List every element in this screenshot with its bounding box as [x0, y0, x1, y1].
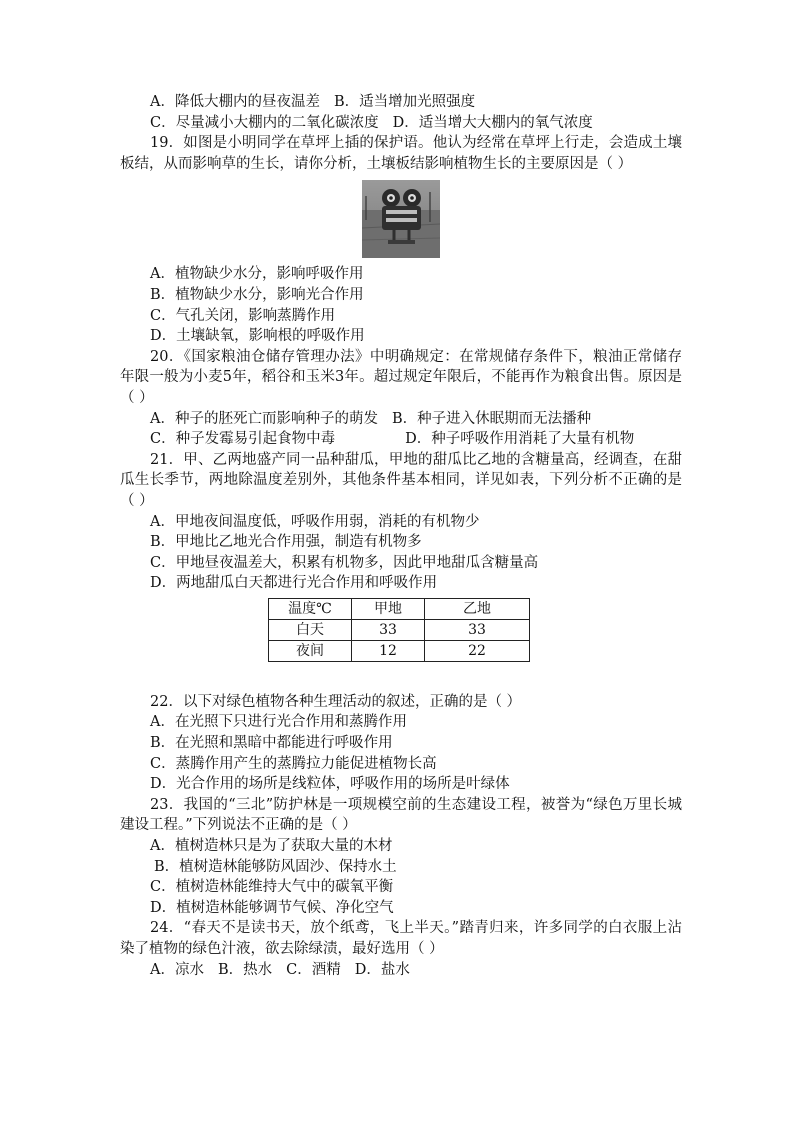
q24-option-d: D．盐水: [354, 961, 410, 978]
q18-option-a: A．降低大棚内的昼夜温差: [150, 94, 320, 110]
table-row: [269, 640, 530, 661]
q24-stem: 24．“春天不是读书天，放个纸鸢，飞上半天。”踏青归来，许多同学的白衣服上沾染了植物的绿色汁液，欲去除绿渍，最好选用（ ）: [120, 920, 682, 957]
q19-option-b: B．植物缺少水分，影响光合作用: [150, 286, 364, 303]
q18-option-b: B．适当增加光照强度: [333, 94, 476, 110]
q20-option-d: D．种子呼吸作用消耗了大量有机物: [405, 431, 635, 448]
q24-option-c: C．酒精: [286, 961, 341, 978]
table-cell: 33: [425, 619, 530, 640]
q20-option-a: A．种子的胚死亡而影响种子的萌发: [150, 410, 378, 427]
table-header-cell: 乙地: [425, 598, 530, 619]
q21-option-b: B．甲地比乙地光合作用强，制造有机物多: [150, 534, 422, 551]
q18-option-row-1: [120, 92, 682, 113]
q20-option-row-2: [120, 429, 682, 450]
q18-option-c: C．尽量减小大棚内的二氧化碳浓度: [150, 114, 379, 131]
temperature-table: [268, 598, 530, 662]
q23-options: [120, 836, 682, 918]
q23-option-d: D．植树造林能够调节气候、净化空气: [150, 899, 394, 916]
table-header-cell: 甲地: [352, 598, 425, 619]
q21-option-a: A．甲地夜间温度低，呼吸作用弱，消耗的有机物少: [150, 513, 480, 530]
q22-options: [120, 712, 682, 794]
q18-option-row-2: [120, 113, 682, 134]
table-cell: 12: [352, 640, 425, 661]
q24-option-a: A．凉水: [150, 961, 204, 978]
q18-option-d: D．适当增大大棚内的氧气浓度: [392, 114, 593, 131]
q19-options: [120, 264, 682, 346]
q20-stem: 20．《国家粮油仓储存管理办法》中明确规定：在常规储存条件下，粮油正常储存年限一般为小麦5年，稻谷和玉米3年。超过规定年限后，不能再作为粮食出售。原因是（ ）: [120, 348, 682, 406]
q22-option-d: D．光合作用的场所是线粒体，呼吸作用的场所是叶绿体: [150, 776, 510, 793]
q24-option-row: [120, 960, 682, 981]
table-cell: 白天: [269, 619, 352, 640]
q21-option-d: D．两地甜瓜白天都进行光合作用和呼吸作用: [150, 575, 438, 592]
q23-stem: 23．我国的“三北”防护林是一项规模空前的生态建设工程，被誉为“绿色万里长城建设工程。”下列说法不正确的是（ ）: [120, 796, 682, 834]
q23-option-a: A．植树造林只是为了获取大量的木材: [150, 838, 393, 855]
table-header-row: [269, 598, 530, 619]
q20-option-c: C．种子发霉易引起食物中毒: [150, 431, 336, 448]
q22-option-b: B．在光照和黑暗中都能进行呼吸作用: [150, 735, 393, 752]
q22-option-c: C．蒸腾作用产生的蒸腾拉力能促进植物长高: [150, 755, 437, 772]
q24-option-b: B．热水: [217, 961, 273, 978]
table-cell: 22: [425, 640, 530, 661]
table-row: [269, 619, 530, 640]
lawn-sign-photo: [362, 180, 440, 258]
q21-options: [120, 512, 682, 594]
q21-stem: 21．甲、乙两地盛产同一品种甜瓜，甲地的甜瓜比乙地的含糖量高，经调查，在甜瓜生长季节，两地除温度差别外，其他条件基本相同，详见如表，下列分析不正确的是（ ）: [120, 451, 682, 509]
table-header-cell: 温度℃: [269, 598, 352, 619]
q20-option-row-1: [120, 409, 682, 430]
q19-stem: 19．如图是小明同学在草坪上插的保护语。他认为经常在草坪上行走，会造成土壤板结，从而影响草的生长，请你分析，土壤板结影响植物生长的主要原因是（ ）: [120, 135, 682, 172]
q19-figure: [120, 180, 682, 258]
spacer: [120, 662, 682, 692]
table-cell: 33: [352, 619, 425, 640]
q22-stem: 22．以下对绿色植物各种生理活动的叙述，正确的是（ ）: [150, 693, 522, 710]
q23-option-c: C．植树造林能维持大气中的碳氧平衡: [150, 879, 394, 896]
q23-option-b: B．植树造林能够防风固沙、保持水土: [154, 858, 397, 875]
q19-option-c: C．气孔关闭，影响蒸腾作用: [150, 307, 336, 324]
document-body: [120, 92, 682, 980]
q19-option-d: D．土壤缺氧，影响根的呼吸作用: [150, 328, 365, 345]
table-cell: 夜间: [269, 640, 352, 661]
q20-option-b: B．种子进入休眠期而无法播种: [391, 410, 592, 427]
q22-option-a: A．在光照下只进行光合作用和蒸腾作用: [150, 714, 407, 731]
q21-option-c: C．甲地昼夜温差大，积累有机物多，因此甲地甜瓜含糖量高: [150, 554, 539, 571]
q19-option-a: A．植物缺少水分，影响呼吸作用: [150, 266, 364, 283]
